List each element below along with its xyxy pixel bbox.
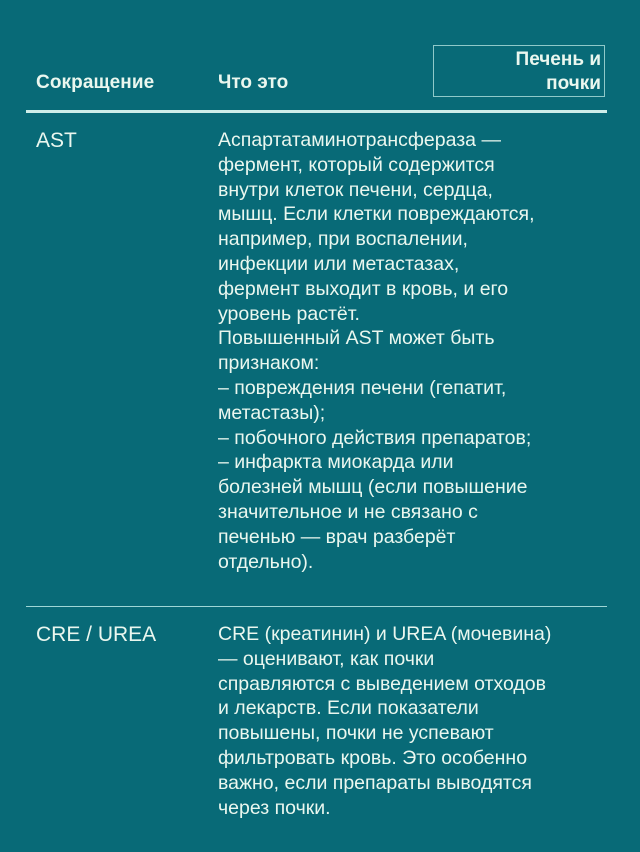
- description-line: отдельно).: [218, 550, 314, 573]
- description-line: через почки.: [218, 796, 331, 819]
- row-description: [218, 622, 618, 820]
- column-header-abbreviation: Сокращение: [36, 72, 155, 93]
- description-line: уровень растёт.: [218, 302, 360, 325]
- description-line: Повышенный AST может быть: [218, 327, 495, 350]
- column-header-description: Что это: [218, 72, 289, 93]
- description-line: фильтровать кровь. Это особенно: [218, 746, 528, 769]
- description-line: например, при воспалении,: [218, 228, 468, 251]
- description-line: важно, если препараты выводятся: [218, 771, 532, 794]
- category-badge-line1: Печень и: [515, 49, 601, 70]
- description-line: – побочного действия препаратов;: [218, 426, 532, 449]
- row-abbreviation: CRE / UREA: [36, 623, 157, 646]
- row-abbreviation: AST: [36, 129, 77, 152]
- description-line: признаком:: [218, 352, 320, 375]
- description-line: значительное и не связано с: [218, 500, 478, 523]
- description-line: – повреждения печени (гепатит,: [218, 376, 507, 399]
- category-badge: [433, 45, 605, 97]
- description-line: фермент выходит в кровь, и его: [218, 277, 509, 300]
- description-line: повышены, почки не успевают: [218, 722, 494, 745]
- description-line: метастазы);: [218, 401, 326, 424]
- category-badge-line2: почки: [546, 73, 601, 94]
- description-line: справляются с выведением отходов: [218, 672, 547, 695]
- description-line: внутри клеток печени, сердца,: [218, 178, 493, 201]
- description-line: CRE (креатинин) и UREA (мочевина): [218, 623, 552, 645]
- description-line: фермент, который содержится: [218, 153, 495, 176]
- description-line: болезней мышц (если повышение: [218, 476, 528, 499]
- description-line: мышц. Если клетки повреждаются,: [218, 203, 535, 226]
- row-divider: [26, 606, 607, 607]
- description-line: печенью — врач разберёт: [218, 525, 456, 548]
- description-line: Аспартатаминотрансфераза —: [218, 129, 501, 151]
- description-line: инфекции или метастазах,: [218, 252, 460, 275]
- row-description: [218, 128, 618, 574]
- header-divider: [26, 110, 607, 113]
- description-line: – инфаркта миокарда или: [218, 451, 454, 474]
- description-line: — оценивают, как почки: [218, 647, 435, 670]
- description-line: и лекарств. Если показатели: [218, 697, 479, 720]
- table-header: [0, 0, 640, 113]
